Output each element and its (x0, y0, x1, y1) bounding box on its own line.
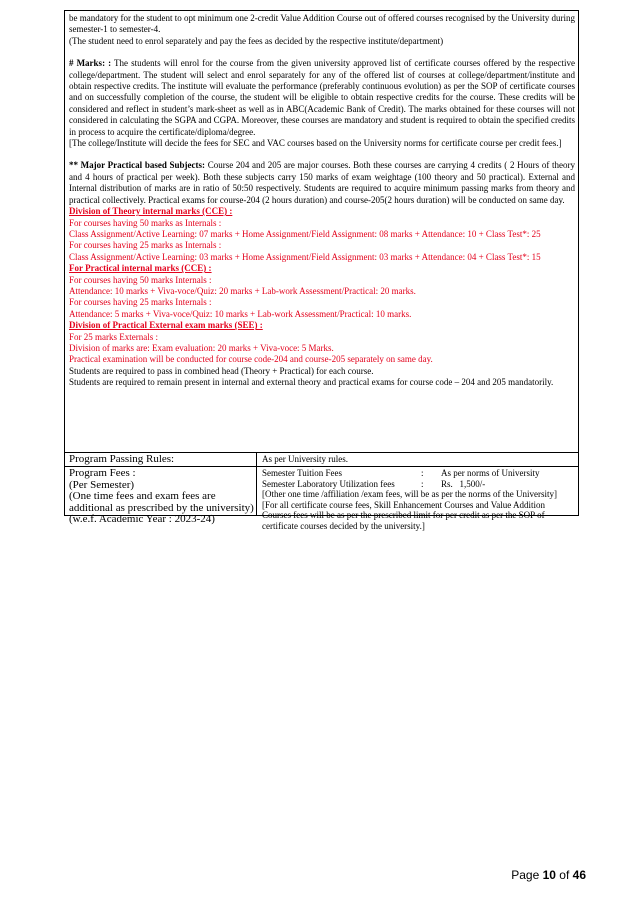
lab-fee-name: Semester Laboratory Utilization fees (262, 478, 395, 489)
marks-fee-note: [The college/Institute will decide the fees for SEC and VAC courses based on the University norms for certificate course per credit fees.] (69, 138, 562, 149)
practical-cce-line: Attendance: 10 marks + Viva-voce/Quiz: 20 marks + Lab-work Assessment/Practical: 20 marks. (69, 285, 416, 296)
program-fees-value (258, 467, 578, 531)
theory-cce-line: Class Assignment/Active Learning: 03 marks + Home Assignment/Field Assignment: 03 marks + Attendance: 04 + Class Test*: 15 (69, 251, 541, 262)
practical-see-line: Practical examination will be conducted for course code-204 and course-205 separately on same day. (69, 354, 433, 365)
rules-cell (65, 11, 578, 453)
page-number (511, 868, 586, 882)
lab-fee-line (262, 479, 574, 490)
intro-note: (The student need to enrol separately and pay the fees as decided by the respective institute/department) (69, 35, 444, 46)
intro-paragraph: be mandatory for the student to opt minimum one 2-credit Value Addition Course out of offered courses recognised by the University during semester-1 to semester-4. (69, 13, 575, 35)
practical-cce-heading: For Practical internal marks (CCE) : (69, 263, 212, 274)
practical-see-heading: Division of Practical External exam marks (SEE) : (69, 320, 263, 331)
marks-text: The students will enrol for the course from the given university approved list of certificate courses offered by the respective college/department. The student will select and enrol separately for any of the offered list of courses at college/department/institute and obtain respective credits. The institute will evaluate the performance (preferably continuous evolution) as per the SOP of certificate courses and on successfully completion of the course, the student will be eligible to obtain respective credits for the course. These credits will be considered and reflect in student’s mark-sheet as well as in ABC(Academic Bank of Credit). The marks obtained for these courses will not considered in calculating the SGPA and CGPA. Moreover, these courses are mandatory and student is required to obtain the specified credits in process to acquire the certificate/diploma/degree. (69, 58, 575, 137)
practical-see-line: Students are required to remain present in internal and external theory and practical exams for course code – 204 and 205 mandatorily. (69, 377, 554, 388)
passing-rules-label: Program Passing Rules: (65, 453, 257, 466)
page-total: 46 (572, 868, 586, 882)
practical-cce-line: For courses having 50 marks Internals : (69, 274, 212, 285)
marks-paragraph (69, 58, 575, 138)
practical-cce-line: Attendance: 5 marks + Viva-voce/Quiz: 10 marks + Lab-work Assessment/Practical: 10 marks. (69, 308, 412, 319)
page-current: 10 (542, 868, 556, 882)
tuition-fee-name: Semester Tuition Fees (262, 468, 343, 478)
separator-colon: : (421, 468, 424, 478)
theory-cce-line: For courses having 50 marks as Internals : (69, 217, 222, 228)
page-of: of (555, 868, 573, 882)
theory-cce-line: For courses having 25 marks as Internals : (69, 240, 222, 251)
program-fees-row (65, 466, 578, 531)
passing-rules-row (65, 452, 578, 466)
separator-colon: : (421, 478, 424, 489)
marks-heading: # Marks: : (69, 58, 112, 69)
fees-label-title: Program Fees : (69, 467, 136, 479)
content-table (64, 10, 579, 531)
fees-label-period: (Per Semester) (69, 478, 135, 491)
tuition-fee-value: As per norms of University (441, 468, 540, 478)
practical-see-line: Division of marks are: Exam evaluation: 20 marks + Viva-voce: 5 Marks. (69, 342, 334, 353)
lab-fee-value: Rs. 1,500/- (441, 478, 486, 489)
practical-cce-line: For courses having 25 marks Internals : (69, 297, 212, 308)
passing-rules-value: As per University rules. (262, 454, 348, 464)
practical-heading: ** Major Practical based Subjects: (69, 160, 206, 171)
program-fees-label (65, 467, 257, 526)
theory-cce-line: Class Assignment/Active Learning: 07 marks + Home Assignment/Field Assignment: 08 marks + Attendance: 10 + Class Test*: 25 (69, 228, 541, 239)
practical-see-line: For 25 marks Externals : (69, 331, 158, 342)
fees-note-other: [Other one time /affiliation /exam fees, will be as per the norms of the University] (262, 489, 557, 499)
practical-text: Course 204 and 205 are major courses. Both these courses are carrying 4 credits ( 2 Hours of theory and 4 hours of practical per week). Both these subjects carry 150 marks of exam weightage (100 theory and 50 practical). External and Internal distribution of marks are in ratio of 50:50 respectively. Students are required to acquire minimum passing marks from theory and practical collectively. Practical exams for course-204 (2 hours duration) and course-205(2 hours duration) will be conducted on same day. (69, 160, 575, 205)
fees-label-note: (One time fees and exam fees are additional as prescribed by the university) (69, 490, 254, 514)
fees-label-effective: (w.e.f. Academic Year : 2023-24) (69, 513, 215, 526)
fees-note-certificate: [For all certificate course fees, Skill Enhancement Courses and Value Addition Courses fees will be as per the prescribed limit for per credit as per the SOP of certificate courses decided by the university.] (262, 499, 546, 531)
theory-cce-heading: Division of Theory internal marks (CCE) : (69, 206, 233, 217)
page-prefix: Page (511, 868, 543, 882)
practical-see-line: Students are required to pass in combined head (Theory + Practical) for each course. (69, 365, 374, 376)
tuition-fee-line (262, 468, 574, 479)
practical-paragraph (69, 160, 575, 206)
